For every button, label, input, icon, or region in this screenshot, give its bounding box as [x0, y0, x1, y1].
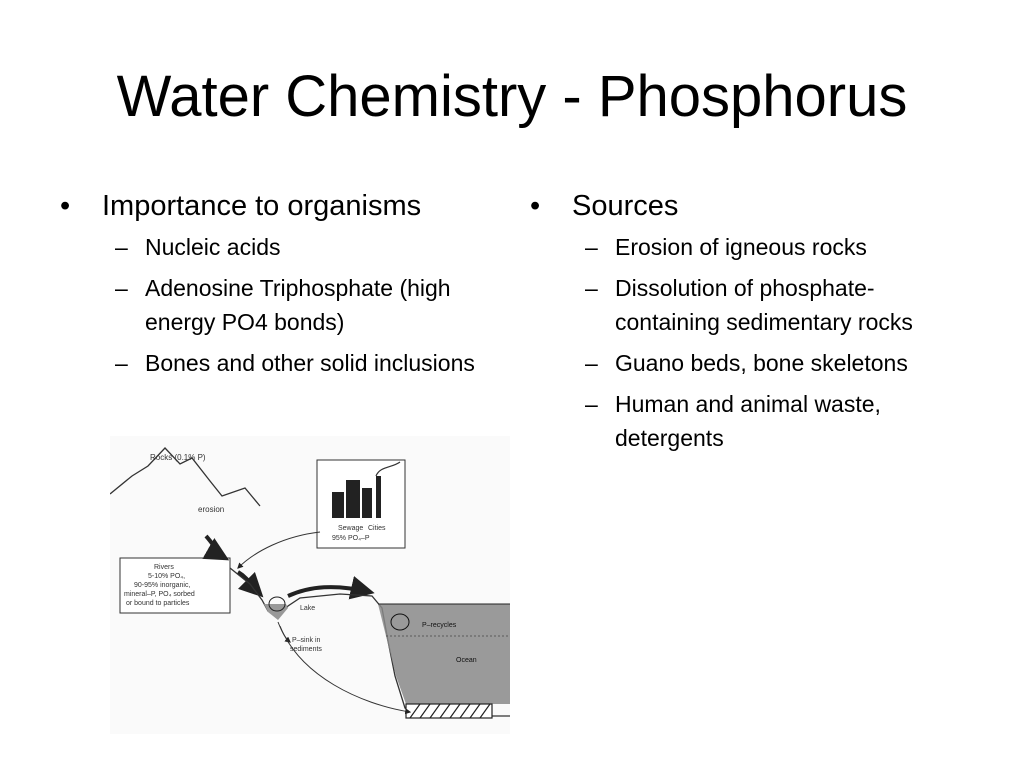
list-item-text: Dissolution of phosphate-containing sedimentary rocks [615, 275, 913, 335]
bullet-sources [530, 186, 970, 226]
psink-label-2: sediments [290, 646, 322, 653]
list-item-text: Human and animal waste, detergents [615, 391, 881, 451]
list-item [585, 387, 970, 455]
list-item-text: Nucleic acids [145, 234, 281, 260]
bullet-importance [60, 186, 500, 226]
dash-mark: – [585, 391, 598, 417]
list-item [115, 271, 500, 339]
bullet-mark: • [60, 190, 71, 222]
list-item-text: Adenosine Triphosphate (high energy PO4 bonds) [145, 275, 451, 335]
list-item [115, 346, 500, 380]
phosphorus-cycle-diagram [110, 436, 510, 734]
slide-title: Water Chemistry - Phosphorus [116, 64, 908, 129]
sewage-label-1: Sewage [338, 525, 364, 532]
bullet-importance-text: Importance to organisms [102, 190, 422, 222]
ocean-body [378, 604, 510, 704]
dash-mark: – [115, 350, 128, 376]
list-item [585, 230, 970, 264]
rivers-label-4: mineral–P, PO₄ sorbed [124, 591, 195, 598]
dash-mark: – [585, 350, 598, 376]
dash-mark: – [585, 275, 598, 301]
rocks-label: Rocks (0.1% P) [150, 453, 206, 462]
left-column [60, 186, 500, 387]
phosphorus-cycle-figure [110, 436, 510, 734]
rivers-label-5: or bound to particles [126, 600, 190, 607]
psink-label-1: P–sink in [292, 637, 321, 644]
sediment-hatch [406, 704, 492, 718]
sewage-arrow [238, 532, 320, 568]
dash-mark: – [115, 234, 128, 260]
sources-list [530, 230, 970, 455]
list-item [585, 346, 970, 380]
precycles-label: P–recycles [422, 622, 457, 629]
bullet-sources-text: Sources [572, 190, 679, 222]
cities-label: Cities [368, 525, 386, 532]
dash-mark: – [585, 234, 598, 260]
list-item-text: Bones and other solid inclusions [145, 350, 475, 376]
rivers-label-1: Rivers [154, 564, 174, 571]
list-item-text: Erosion of igneous rocks [615, 234, 867, 260]
ocean-label: Ocean [456, 657, 477, 664]
erosion-label: erosion [198, 505, 225, 514]
list-item [585, 271, 970, 339]
river-flow-arrow [206, 536, 225, 558]
rivers-label-3: 90-95% inorganic, [134, 582, 191, 589]
list-item-text: Guano beds, bone skeletons [615, 350, 908, 376]
sewage-label-2: 95% PO₄–P [332, 535, 370, 542]
psink-arrow [278, 622, 290, 642]
importance-list [60, 230, 500, 380]
bullet-mark: • [530, 190, 541, 222]
list-item [115, 230, 500, 264]
right-column [530, 186, 970, 462]
lake-label: Lake [300, 605, 316, 612]
dash-mark: – [115, 275, 128, 301]
rivers-label-2: 5-10% PO₄, [148, 573, 186, 580]
